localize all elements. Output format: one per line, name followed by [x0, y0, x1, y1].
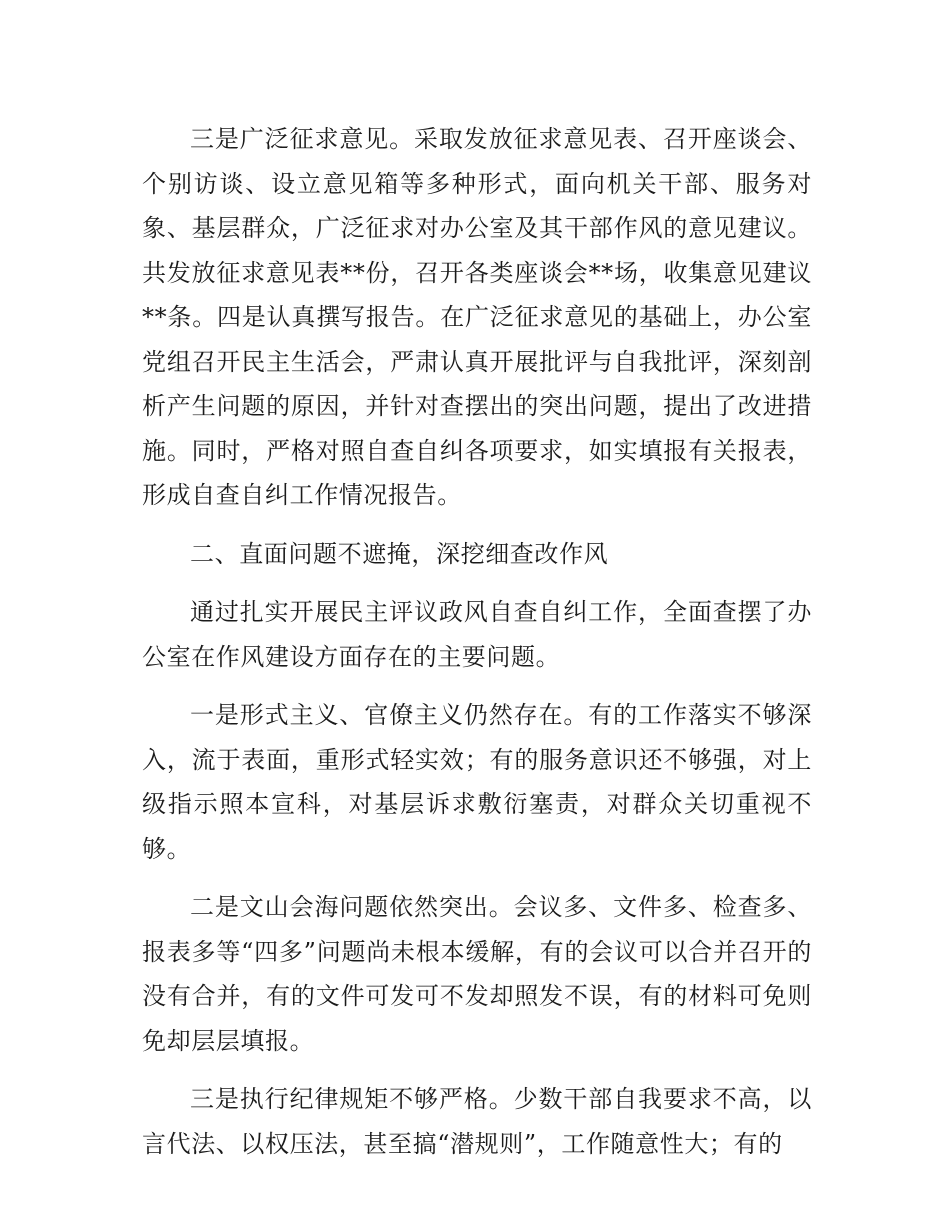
paragraph-5: 三是执行纪律规矩不够严格。少数干部自我要求不高，以言代法、以权压法，甚至搞“潜规则”，工作随意性大；有的 [142, 1085, 812, 1158]
document-body [142, 117, 812, 1166]
paragraph-1: 三是广泛征求意见。采取发放征求意见表、召开座谈会、个别访谈、设立意见箱等多种形式，面向机关干部、服务对象、基层群众，广泛征求对办公室及其干部作风的意见建议。共发放征求意见表**份，召开各类座谈会**场，收集意见建议**条。四是认真撰写报告。在广泛征求意见的基础上，办公室党组召开民主生活会，严肃认真开展批评与自我批评，深刻剖析产生问题的原因，并针对查摆出的突出问题，提出了改进措施。同时，严格对照自查自纠各项要求，如实填报有关报表，形成自查自纠工作情况报告。 [142, 125, 812, 509]
section-heading: 二、直面问题不遮掩，深挖细查改作风 [190, 539, 609, 568]
paragraph-2: 通过扎实开展民主评议政风自查自纠工作，全面查摆了办公室在作风建设方面存在的主要问题。 [142, 598, 812, 671]
paragraph-3: 一是形式主义、官僚主义仍然存在。有的工作落实不够深入，流于表面，重形式轻实效；有的服务意识还不够强，对上级指示照本宣科，对基层诉求敷衍塞责，对群众关切重视不够。 [142, 701, 812, 863]
paragraph-4: 二是文山会海问题依然突出。会议多、文件多、检查多、报表多等“四多”问题尚未根本缓解，有的会议可以合并召开的没有合并，有的文件可发可不发却照发不误，有的材料可免则免却层层填报。 [142, 893, 812, 1055]
